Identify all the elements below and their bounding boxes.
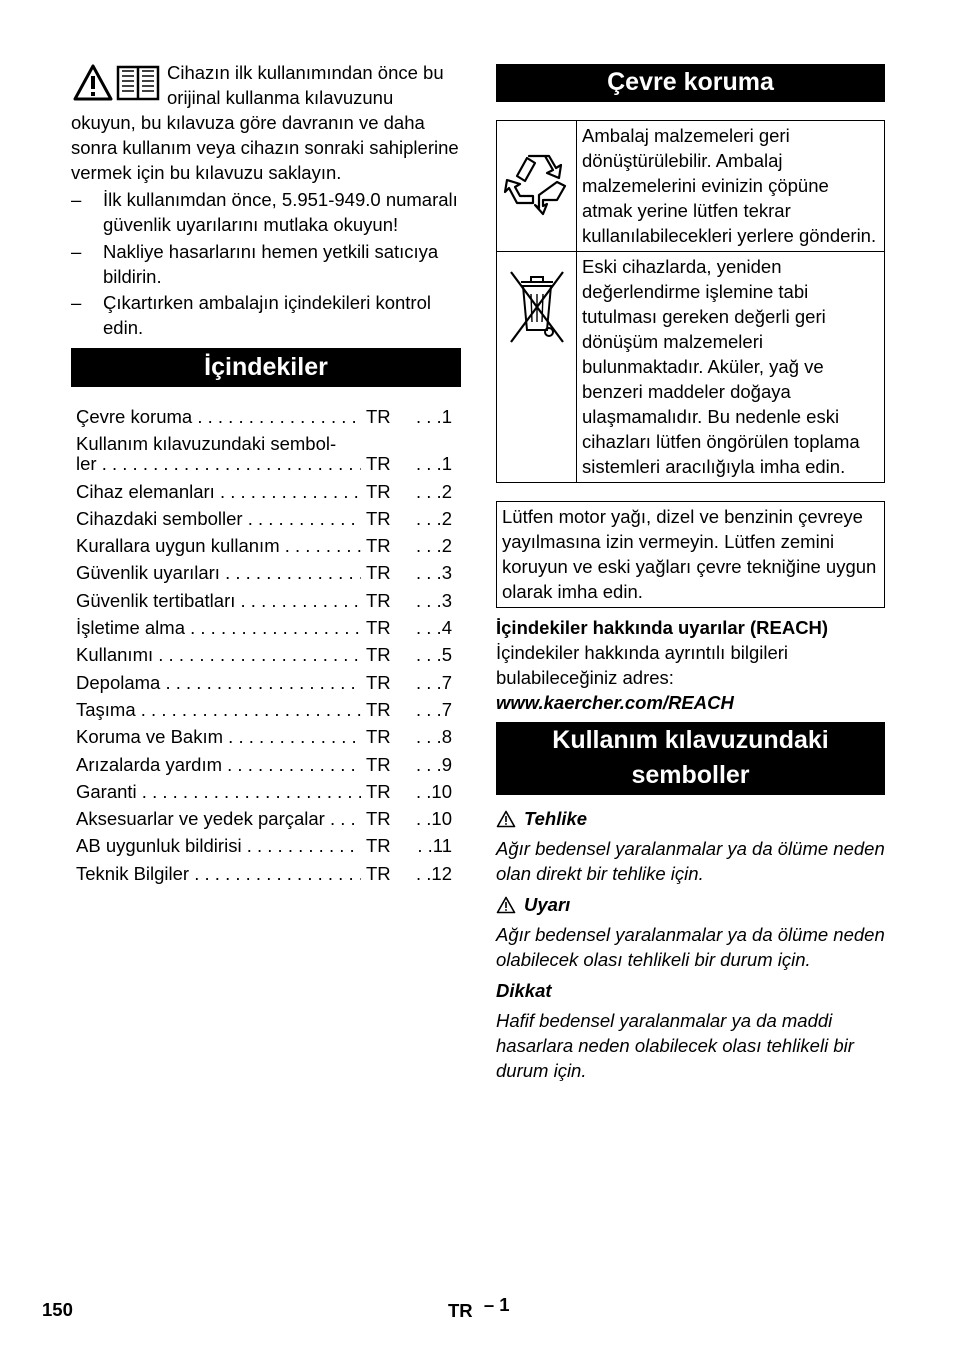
footer-section: TR – 1: [448, 1294, 510, 1321]
reach-text: İçindekiler hakkında ayrıntılı bilgileri bulabileceğiniz adres:: [496, 642, 789, 688]
table-of-contents: [71, 407, 461, 884]
toc-row[interactable]: Kullanım kılavuzundaki sembol- ler . . . TR . . .1: [76, 434, 461, 474]
danger-text: Ağır bedensel yaralanmalar ya da ölüme neden olan direkt bir tehlike için.: [496, 838, 885, 884]
intro-bullets: [71, 187, 461, 340]
list-item: – Çıkartırken ambalajın içindekileri kontrol edin.: [71, 292, 431, 338]
toc-row[interactable]: Cihaz elemanları . . . TR . . .2: [76, 482, 461, 502]
toc-row[interactable]: Aksesuarlar ve yedek parçalar . . . TR . .10: [76, 809, 461, 829]
toc-row[interactable]: AB uygunluk bildirisi . . . TR . .11: [76, 836, 461, 856]
intro-text: Cihazın ilk kullanımından önce bu orijinal kullanma kılavuzunu okuyun, bu kılavuza göre davranın ve daha sonra kullanım veya cihazın sonraki sahiplerine vermek için bu kılavuzu saklayın.: [71, 62, 459, 183]
toc-row[interactable]: Güvenlik tertibatları . . . TR . . .3: [76, 591, 461, 611]
danger-label: Tehlike: [496, 806, 885, 831]
toc-row[interactable]: Garanti . . . TR . .10: [76, 782, 461, 802]
env-table: [496, 120, 885, 483]
weee-text: Eski cihazlarda, yeniden değerlendirme işlemine tabi tutulması gereken değerli geri dönüşüm malzemeleri bulunmaktadır. Aküler, yağ ve benzeri maddeler doğaya ulaşmamalıdır. Bu nedenle eski cihazları lütfen öngörülen toplama sistemleri aracılığıyla imha edin.: [577, 252, 885, 483]
warning-label: Uyarı: [496, 892, 885, 917]
warning-text: Ağır bedensel yaralanmalar ya da ölüme neden olabilecek olası tehlikeli bir durum için.: [496, 924, 885, 970]
toc-heading: İçindekiler: [71, 348, 461, 387]
toc-row[interactable]: Koruma ve Bakım . . . TR . . .8: [76, 727, 461, 747]
list-item: – Nakliye hasarlarını hemen yetkili satıcıya bildirin.: [71, 240, 439, 287]
intro-icons: [71, 60, 161, 104]
toc-row[interactable]: Teknik Bilgiler . . . TR . .12: [76, 864, 461, 884]
warning-triangle-icon: [496, 810, 516, 828]
warning-triangle-icon: [73, 64, 113, 102]
toc-row[interactable]: Arızalarda yardım . . . TR . . .9: [76, 755, 461, 775]
caution-text: Hafif bedensel yaralanmalar ya da maddi hasarlara neden olabilecek olası tehlikeli bir durum için.: [496, 1010, 854, 1081]
toc-row[interactable]: Depolama . . . TR . . .7: [76, 673, 461, 693]
page-number: 150: [42, 1299, 73, 1320]
recycle-text: Ambalaj malzemeleri geri dönüştürülebilir. Ambalaj malzemelerini evinizin çöpüne atmak yerine lütfen tekrar kullanılabilecekleri yerlere gönderin.: [577, 121, 885, 252]
warning-triangle-icon: [496, 896, 516, 914]
toc-row[interactable]: Kullanımı . . . TR . . .5: [76, 645, 461, 665]
crossed-bin-icon: [507, 264, 567, 344]
left-column: [71, 60, 461, 891]
reach-link[interactable]: www.kaercher.com/REACH: [496, 692, 734, 713]
toc-row[interactable]: Kurallara uygun kullanım . . . TR . . .2: [76, 536, 461, 556]
right-column: [496, 64, 885, 1083]
caution-label: Dikkat: [496, 980, 552, 1001]
toc-row[interactable]: Çevre koruma . . . TR . . .1: [76, 407, 461, 427]
list-item: – İlk kullanımdan önce, 5.951-949.0 numaralı güvenlik uyarılarını mutlaka okuyun!: [71, 189, 458, 235]
toc-row[interactable]: Taşıma . . . TR . . .7: [76, 700, 461, 720]
toc-row[interactable]: İşletime alma . . . TR . . .4: [76, 618, 461, 638]
env-heading: Çevre koruma: [496, 64, 885, 102]
oil-notice-box: Lütfen motor yağı, dizel ve benzinin çevreye yayılmasına izin vermeyin. Lütfen zemini koruyun ve eski yağları çevre tekniğine uygun olarak imha edin.: [496, 501, 885, 608]
reach-title: İçindekiler hakkında uyarılar (REACH): [496, 617, 829, 638]
toc-row[interactable]: Güvenlik uyarıları . . . TR . . .3: [76, 563, 461, 583]
intro: [71, 60, 461, 185]
recycle-icon: [499, 148, 575, 218]
manual-book-icon: [116, 64, 160, 102]
toc-row[interactable]: Cihazdaki semboller . . . TR . . .2: [76, 509, 461, 529]
symbols-heading: Kullanım kılavuzundaki semboller: [496, 722, 885, 795]
